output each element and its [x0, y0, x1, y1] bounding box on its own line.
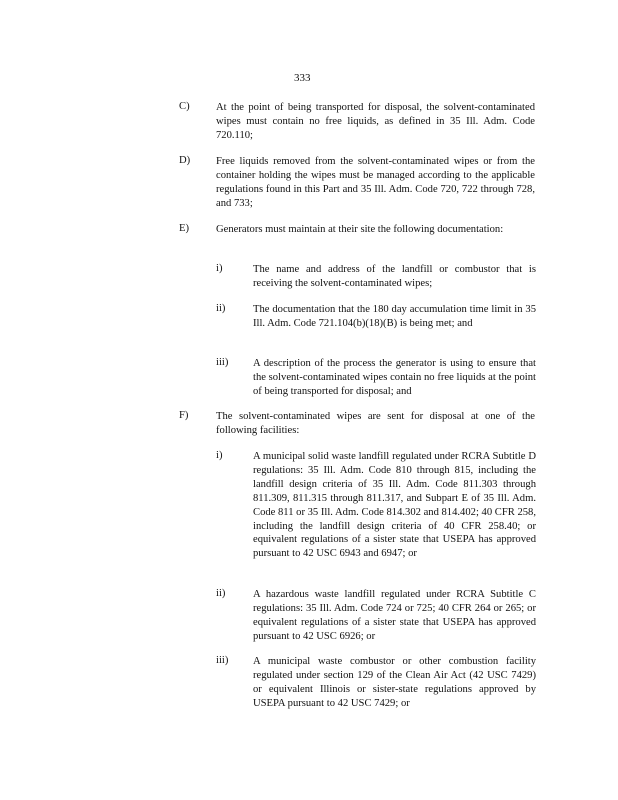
list-item-f-ii: [216, 588, 536, 644]
paragraph-text: The solvent-contaminated wipes are sent for disposal at one of the following facilities:: [216, 411, 535, 436]
list-item-label: i): [216, 450, 223, 461]
list-item-e-iii: [216, 357, 536, 399]
paragraph-text: At the point of being transported for disposal, the solvent-contaminated wipes must contain no free liquids, as defined in 35 Ill. Adm. Code 720.110;: [216, 102, 535, 141]
list-item-text: The documentation that the 180 day accumulation time limit in 35 Ill. Adm. Code 721.104(b)(18)(B) is being met; and: [253, 304, 536, 329]
paragraph-e: [179, 223, 535, 237]
list-item-text: A description of the process the generator is using to ensure that the solvent-contaminated wipes contain no free liquids at the point of being transported for disposal; and: [253, 358, 536, 397]
paragraph-text: Generators must maintain at their site the following documentation:: [216, 224, 504, 235]
list-item-label: ii): [216, 588, 226, 599]
paragraph-f: [179, 410, 535, 438]
list-item-f-iii: [216, 655, 536, 711]
paragraph-label: C): [179, 101, 190, 112]
list-item-text: A municipal waste combustor or other combustion facility regulated under section 129 of the Clean Air Act (42 USC 7429) or equivalent Illinois or sister-state regulations approved by USEPA pursuant to 42 USC 7429; or: [253, 656, 536, 709]
list-item-f-i: [216, 450, 536, 561]
list-item-text: The name and address of the landfill or combustor that is receiving the solvent-contaminated wipes;: [253, 264, 536, 289]
list-item-label: ii): [216, 303, 226, 314]
paragraph-text: Free liquids removed from the solvent-contaminated wipes or from the container holding the wipes must be managed according to the applicable regulations found in this Part and 35 Ill. Adm. Code 720, 722 through 728, and 733;: [216, 156, 535, 209]
paragraph-c: [179, 101, 535, 143]
paragraph-label: F): [179, 410, 189, 421]
paragraph-d: [179, 155, 535, 211]
list-item-e-i: [216, 263, 536, 291]
paragraph-label: D): [179, 155, 191, 166]
list-item-text: A municipal solid waste landfill regulated under RCRA Subtitle D regulations: 35 Ill. Adm. Code 810 through 815, including the landfill design criteria of 35 Ill. Adm. Code 811.303 through 811.309, 811.315 through 811.317, and Subpart E of 35 Ill. Adm. Code 811 or 35 Ill. Adm. Code 814.302 and 814.402; 40 CFR 258, including the landfill design criteria of 40 CFR 258.40; or equivalent regulations of a sister state that USEPA has approved pursuant to 42 USC 6943 and 6947; or: [253, 451, 536, 560]
list-item-label: i): [216, 263, 223, 274]
page-number: 333: [294, 72, 311, 84]
list-item-label: iii): [216, 655, 229, 666]
list-item-e-ii: [216, 303, 536, 331]
list-item-text: A hazardous waste landfill regulated under RCRA Subtitle C regulations: 35 Ill. Adm. Code 724 or 725; 40 CFR 264 or 265; or equivalent regulations of a sister state that USEPA has approved pursuant to 42 USC 6926; or: [253, 589, 536, 642]
list-item-label: iii): [216, 357, 229, 368]
paragraph-label: E): [179, 223, 189, 234]
